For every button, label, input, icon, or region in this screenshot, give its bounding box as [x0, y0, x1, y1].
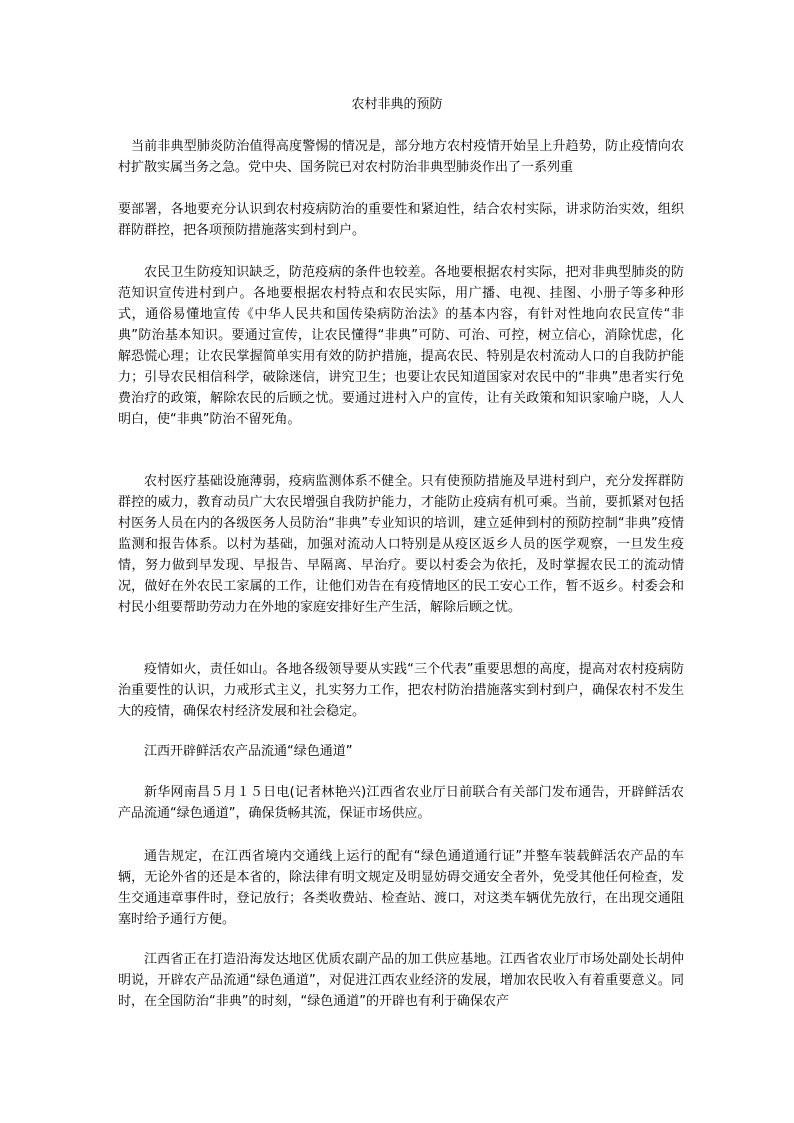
paragraph-6: 新华网南昌５月１５日电(记者林艳兴)江西省农业厅日前联合有关部门发布通告，开辟鲜活农产品流通“绿色通道”，确保货畅其流，保证市场供应。: [118, 785, 684, 821]
paragraph-2: 要部署，各地要充分认识到农村疫病防治的重要性和紧迫性，结合农村实际，讲求防治实效，组织群防群控，把各项预防措施落实到村到户。: [118, 202, 684, 238]
paragraph-4: 农村医疗基础设施薄弱，疫病监测体系不健全。只有使预防措施及早进村到户，充分发挥群防群控的威力，教育动员广大农民增强自我防护能力，才能防止疫病有机可乘。当前，要抓紧对包括村医务人员在内的各级医务人员防治“非典”专业知识的培训，建立延伸到村的预防控制“非典”疫情监测和报告体系。以村为基础，加强对流动人口特别是从疫区返乡人员的医学观察，一旦发生疫情，努力做到早发现、早报告、早隔离、早治疗。要以村委会为依托，及时掌握农民工的流动情况，做好在外农民工家属的工作，让他们劝告在有疫情地区的民工安心工作，暂不返乡。村委会和村民小组要帮助劳动力在外地的家庭安排好生产生活，解除后顾之忧。: [118, 474, 684, 615]
section-heading: 江西开辟鲜活农产品流通“绿色通道”: [144, 744, 353, 759]
paragraph-1: 当前非典型肺炎防治值得高度警惕的情况是，部分地方农村疫情开始呈上升趋势，防止疫情向农村扩散实属当务之急。党中央、国务院已对农村防治非典型肺炎作出了一系列重: [118, 139, 684, 175]
paragraph-3: 农民卫生防疫知识缺乏，防范疫病的条件也较差。各地要根据农村实际，把对非典型肺炎的防范知识宣传进村到户。各地要根据农村特点和农民实际，用广播、电视、挂图、小册子等多种形式，通俗易懂地宣传《中华人民共和国传染病防治法》的基本内容，有针对性地向农民宣传“非典”防治基本知识。要通过宣传，让农民懂得“非典”可防、可治、可控，树立信心，消除忧虑，化解恐慌心理；让农民掌握简单实用有效的防护措施，提高农民、特别是农村流动人口的自我防护能力；引导农民相信科学，破除迷信，讲究卫生；也要让农民知道国家对农民中的“非典”患者实行免费治疗的政策，解除农民的后顾之忧。要通过进村入户的宣传，让有关政策和知识家喻户晓，人人明白，使“非典”防治不留死角。: [118, 265, 684, 427]
paragraph-8: 江西省正在打造沿海发达地区优质农副产品的加工供应基地。江西省农业厅市场处副处长胡仲明说，开辟农产品流通“绿色通道”，对促进江西农业经济的发展，增加农民收入有着重要意义。同时，在全国防治“非典”的时刻，“绿色通道”的开辟也有利于确保农产: [118, 952, 684, 1009]
paragraph-7: 通告规定，在江西省境内交通线上运行的配有“绿色通道通行证”并整车装载鲜活农产品的车辆，无论外省的还是本省的，除法律有明文规定及明显妨碍交通安全者外，免受其他任何检查，发生交通违章事件时，登记放行；各类收费站、检查站、渡口，对这类车辆优先放行，在出现交通阻塞时给予通行方便。: [118, 849, 684, 927]
paragraph-5: 疫情如火，责任如山。各地各级领导要从实践“三个代表”重要思想的高度，提高对农村疫病防治重要性的认识，力戒形式主义，扎实努力工作，把农村防治措施落实到村到户，确保农村不发生大的疫情，确保农村经济发展和社会稳定。: [118, 662, 684, 719]
document-title: 农村非典的预防: [351, 97, 443, 112]
